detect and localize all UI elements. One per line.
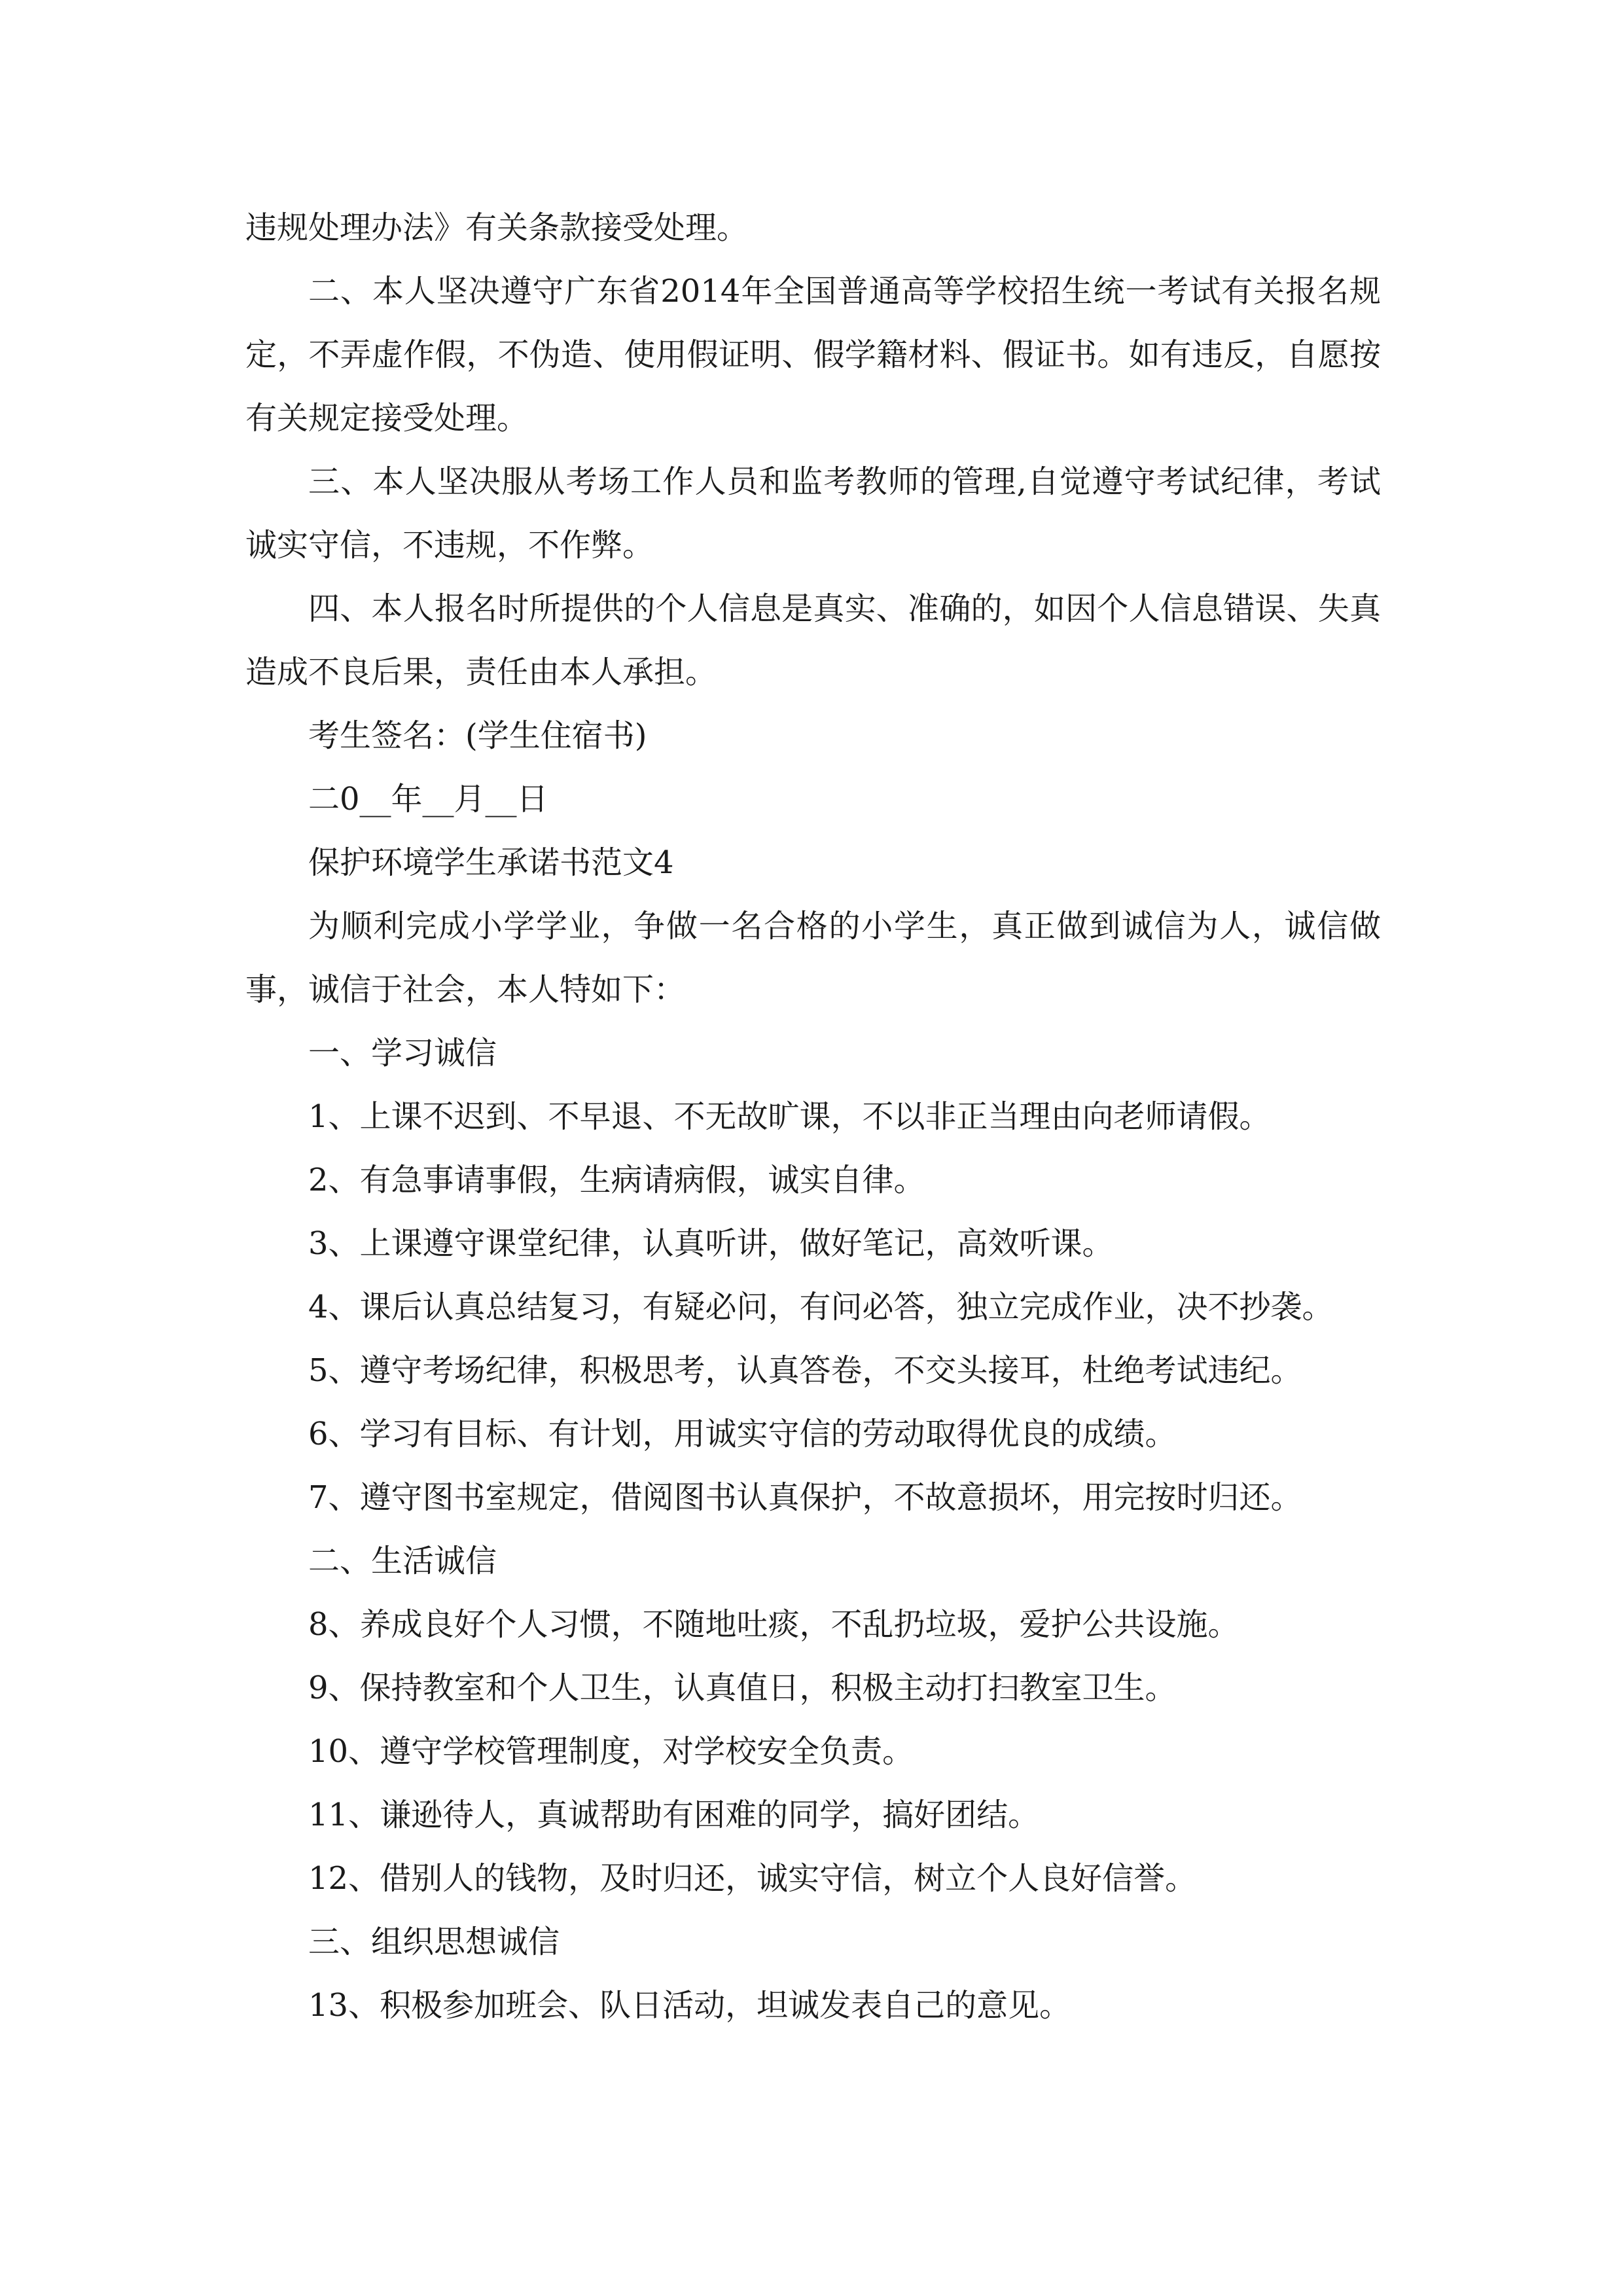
list-item: 1、上课不迟到、不早退、不无故旷课，不以非正当理由向老师请假。	[308, 1098, 1271, 1135]
document-body	[245, 196, 1381, 2037]
list-item: 8、养成良好个人习惯，不随地吐痰，不乱扔垃圾，爱护公共设施。	[308, 1606, 1240, 1643]
list-item: 5、遵守考场纪律，积极思考，认真答卷，不交头接耳，杜绝考试违纪。	[308, 1352, 1302, 1389]
list-item: 13、积极参加班会、队日活动，坦诚发表自己的意见。	[308, 1987, 1071, 2024]
list-item: 2、有急事请事假，生病请病假，诚实自律。	[308, 1162, 925, 1198]
list-item: 9、保持教室和个人卫生，认真值日，积极主动打扫教室卫生。	[308, 1670, 1177, 1706]
list-item: 12、借别人的钱物，及时归还，诚实守信，树立个人良好信誉。	[308, 1860, 1197, 1897]
paragraph-intro: 为顺利完成小学学业，争做一名合格的小学生，真正做到诚信为人，诚信做事，诚信于社会，本人特如下：	[245, 908, 1381, 1008]
section-title: 保护环境学生承诺书范文4	[308, 844, 674, 881]
heading-organization-integrity: 三、组织思想诚信	[308, 1924, 560, 1960]
list-item: 7、遵守图书室规定，借阅图书认真保护，不故意损坏，用完按时归还。	[308, 1479, 1302, 1516]
list-item: 11、谦逊待人，真诚帮助有困难的同学，搞好团结。	[308, 1797, 1040, 1833]
signature-line: 考生签名：(学生住宿书)	[308, 717, 647, 754]
paragraph-registration-rules: 二、本人坚决遵守广东省2014年全国普通高等学校招生统一考试有关报名规定，不弄虚作假，不伪造、使用假证明、假学籍材料、假证书。如有违反，自愿按有关规定接受处理。	[245, 273, 1381, 437]
paragraph-exam-discipline: 三、本人坚决服从考场工作人员和监考教师的管理,自觉遵守考试纪律，考试诚实守信，不违规，不作弊。	[245, 463, 1381, 564]
paragraph-continuation: 违规处理办法》有关条款接受处理。	[245, 209, 749, 246]
heading-life-integrity: 二、生活诚信	[308, 1543, 497, 1579]
list-item: 4、课后认真总结复习，有疑必问，有问必答，独立完成作业，决不抄袭。	[308, 1289, 1334, 1325]
date-line: 二0__年__月__日	[308, 781, 548, 817]
heading-study-integrity: 一、学习诚信	[308, 1035, 497, 1071]
list-item: 10、遵守学校管理制度，对学校安全负责。	[308, 1733, 914, 1770]
list-item: 6、学习有目标、有计划，用诚实守信的劳动取得优良的成绩。	[308, 1416, 1177, 1452]
paragraph-personal-info: 四、本人报名时所提供的个人信息是真实、准确的，如因个人信息错误、失真造成不良后果，责任由本人承担。	[245, 590, 1381, 691]
list-item: 3、上课遵守课堂纪律，认真听讲，做好笔记，高效听课。	[308, 1225, 1114, 1262]
